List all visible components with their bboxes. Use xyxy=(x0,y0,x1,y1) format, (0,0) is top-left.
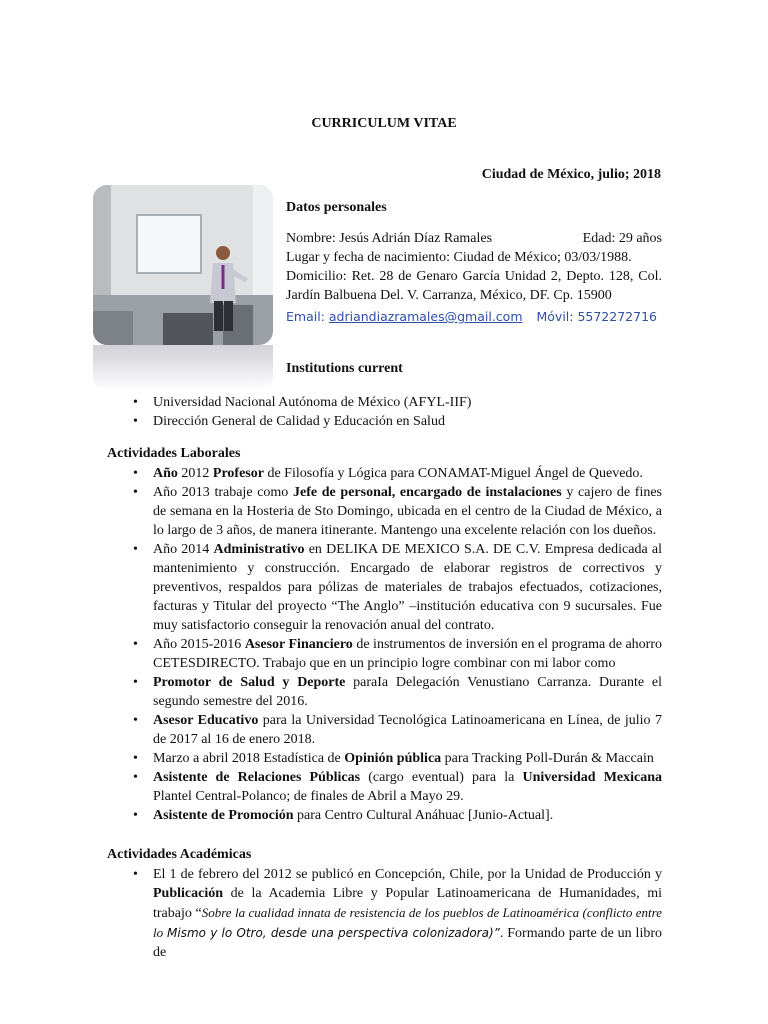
list-item: • Asistente de Promoción para Centro Cultural Anáhuac [Junio-Actual]. xyxy=(107,806,662,825)
profile-photo-image xyxy=(93,185,273,345)
email-link[interactable]: adriandiazramales@gmail.com xyxy=(328,309,523,324)
academic-list xyxy=(107,865,662,962)
list-item: • Dirección General de Calidad y Educación en Salud xyxy=(107,412,662,431)
personal-data xyxy=(286,229,662,326)
list-item: • Marzo a abril 2018 Estadística de Opinión pública para Tracking Poll-Durán & Maccain xyxy=(107,749,662,768)
personal-data-heading: Datos personales xyxy=(286,200,387,215)
institutions-heading: Institutions current xyxy=(286,361,403,376)
list-item: • El 1 de febrero del 2012 se publicó en Concepción, Chile, por la Unidad de Producción y Publicación de la Academia Libre y Popular Latinoamericana de Humanidades, mi trabajo “Sobre la cualidad innata de resistencia de los pueblos de Latinoamérica (conflicto entre lo Mismo y lo Otro, desde una perspectiva colonizadora)”. Formando parte de un libro de xyxy=(107,865,662,962)
document-title: CURRICULUM VITAE xyxy=(311,116,457,131)
name-line: Nombre: Jesús Adrián Díaz Ramales xyxy=(286,231,493,246)
contact-line xyxy=(286,307,662,326)
email-label: Email: xyxy=(286,309,329,324)
list-item: • Año 2014 Administrativo en DELIKA DE MEXICO S.A. DE C.V. Empresa dedicada al mantenimiento y construcción. Encargado de elaborar registros de correctivos y preventivos, respaldos para pólizas de materiales de trabajos efectuados, cotizaciones, facturas y Titular del proyecto “The Anglo” –institución educativa con 9 sucursales. Fue muy satisfactorio conseguir la renovación anual del contrato. xyxy=(107,540,662,635)
mobile-phone: Móvil: 5572272716 xyxy=(536,309,657,324)
photo-reflection xyxy=(93,345,273,391)
list-item: • Universidad Nacional Autónoma de México (AFYL-IIF) xyxy=(107,393,662,412)
list-item: • Asistente de Relaciones Públicas (cargo eventual) para la Universidad Mexicana Plantel Central-Polanco; de finales de Abril a Mayo 29. xyxy=(107,768,662,806)
profile-photo xyxy=(93,185,273,345)
address-line: Domicilio: Ret. 28 de Genaro García Unidad 2, Depto. 128, Col. Jardín Balbuena Del. V. Carranza, México, DF. Cp. 15900 xyxy=(286,269,662,303)
list-item: • Promotor de Salud y Deporte paraIa Delegación Venustiano Carranza. Durante el segundo semestre del 2016. xyxy=(107,673,662,711)
list-item: • Año 2013 trabaje como Jefe de personal, encargado de instalaciones y cajero de fines de semana en la Hosteria de Sto Domingo, ubicada en el centro de la Ciudad de México, a lo largo de 3 años, de manera itinerante. Mantengo una excelente relación con los dueños. xyxy=(107,483,662,540)
name-row xyxy=(286,229,662,248)
list-item: • Año 2015-2016 Asesor Financiero de instrumentos de inversión en el programa de ahorro CETESDIRECTO. Trabajo que en un principio logre combinar con mi labor como xyxy=(107,635,662,673)
age: Edad: 29 años xyxy=(582,231,662,246)
labor-heading: Actividades Laborales xyxy=(107,446,241,461)
place-date: Ciudad de México, julio; 2018 xyxy=(481,167,661,182)
list-item: • Asesor Educativo para la Universidad Tecnológica Latinoamericana en Línea, de julio 7 de 2017 al 16 de enero 2018. xyxy=(107,711,662,749)
birth-line: Lugar y fecha de nacimiento: Ciudad de México; 03/03/1988. xyxy=(286,250,632,265)
institutions-list xyxy=(107,393,662,431)
labor-list xyxy=(107,464,662,825)
academic-heading: Actividades Académicas xyxy=(107,847,252,862)
list-item: • Año 2012 Profesor de Filosofía y Lógica para CONAMAT-Miguel Ángel de Quevedo. xyxy=(107,464,662,483)
